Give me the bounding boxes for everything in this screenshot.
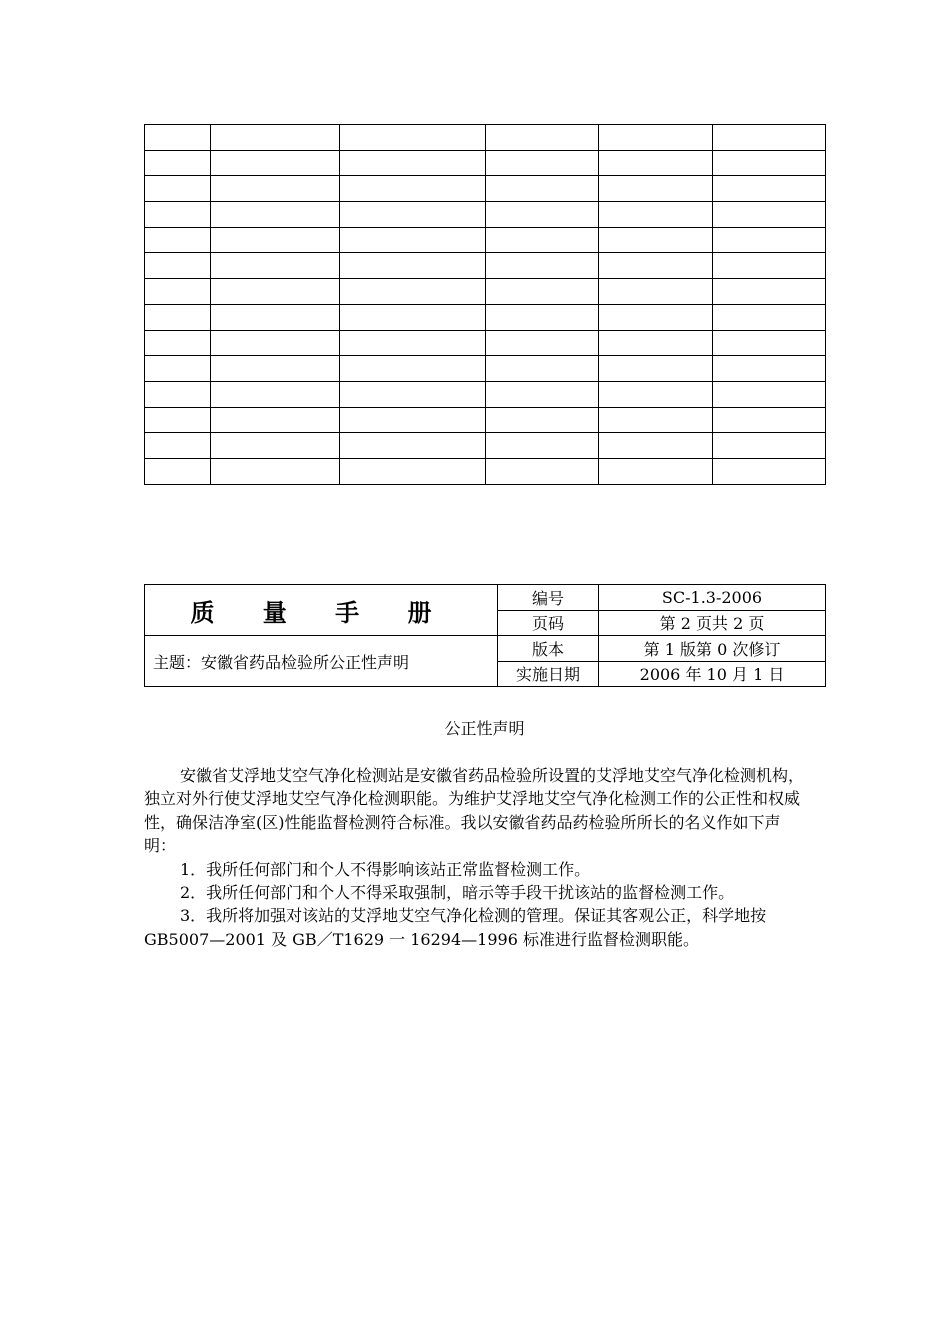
field-value-page: 第 2 页共 2 页 [599, 610, 826, 636]
blank-cell [211, 176, 340, 202]
blank-cell [340, 279, 486, 305]
blank-row [145, 304, 826, 330]
blank-row [145, 330, 826, 356]
blank-cell [211, 381, 340, 407]
blank-cell [486, 202, 599, 228]
blank-cell [486, 381, 599, 407]
statement-item-3: 3．我所将加强对该站的艾浮地艾空气净化检测的管理。保证其客观公正，科学地按 GB5007—2001 及 GB／T1629 一 16294—1996 标准进行监督检测职能。 [144, 906, 767, 949]
blank-cell [340, 381, 486, 407]
blank-cell [211, 458, 340, 484]
blank-cell [145, 202, 211, 228]
blank-row [145, 253, 826, 279]
blank-row [145, 202, 826, 228]
blank-cell [211, 150, 340, 176]
blank-row [145, 150, 826, 176]
blank-cell [145, 227, 211, 253]
statement-body [144, 764, 810, 951]
blank-cell [713, 458, 826, 484]
blank-cell [340, 356, 486, 382]
blank-cell [486, 176, 599, 202]
blank-cell [599, 202, 713, 228]
field-value-number: SC-1.3-2006 [599, 585, 826, 611]
manual-title: 质 量 手 册 [145, 585, 498, 636]
blank-cell [713, 330, 826, 356]
blank-cell [599, 356, 713, 382]
blank-cell [599, 176, 713, 202]
blank-cell [145, 433, 211, 459]
blank-cell [211, 253, 340, 279]
blank-cell [599, 253, 713, 279]
blank-cell [145, 330, 211, 356]
blank-cell [211, 227, 340, 253]
statement-item-2: 2．我所任何部门和个人不得采取强制，暗示等手段干扰该站的监督检测工作。 [180, 883, 735, 903]
blank-cell [486, 330, 599, 356]
blank-cell [340, 433, 486, 459]
blank-row [145, 381, 826, 407]
blank-cell [713, 227, 826, 253]
field-label-effective-date: 实施日期 [498, 661, 599, 687]
blank-cell [599, 381, 713, 407]
blank-cell [599, 150, 713, 176]
statement-paragraph: 安徽省艾浮地艾空气净化检测站是安徽省药品检验所设置的艾浮地艾空气净化检测机构，独立对外行使艾浮地艾空气净化检测职能。为维护艾浮地艾空气净化检测工作的公正性和权威性，确保洁净室(区)性能监督检测符合标准。我以安徽省药品药检验所所长的名义作如下声明： [144, 766, 805, 856]
blank-row [145, 407, 826, 433]
field-value-version: 第 1 版第 0 次修订 [599, 636, 826, 662]
subject-line: 主题：安徽省药品检验所公正性声明 [145, 636, 498, 687]
blank-cell [145, 304, 211, 330]
blank-cell [713, 125, 826, 151]
statement-item-1: 1．我所任何部门和个人不得影响该站正常监督检测工作。 [180, 859, 591, 879]
blank-cell [599, 458, 713, 484]
header-row-1 [145, 585, 826, 611]
field-label-page: 页码 [498, 610, 599, 636]
blank-row [145, 125, 826, 151]
blank-cell [211, 304, 340, 330]
blank-cell [211, 279, 340, 305]
blank-cell [145, 356, 211, 382]
blank-cell [486, 407, 599, 433]
blank-cell [713, 150, 826, 176]
blank-cell [713, 433, 826, 459]
blank-cell [713, 304, 826, 330]
blank-cell [340, 125, 486, 151]
blank-cell [145, 407, 211, 433]
blank-row [145, 458, 826, 484]
blank-row [145, 356, 826, 382]
blank-cell [486, 279, 599, 305]
blank-cell [486, 253, 599, 279]
blank-cell [340, 458, 486, 484]
blank-cell [713, 176, 826, 202]
blank-cell [145, 279, 211, 305]
blank-cell [486, 433, 599, 459]
blank-cell [599, 433, 713, 459]
blank-cell [340, 202, 486, 228]
blank-cell [599, 279, 713, 305]
blank-cell [599, 125, 713, 151]
blank-cell [145, 253, 211, 279]
blank-cell [599, 304, 713, 330]
blank-cell [211, 125, 340, 151]
blank-cell [145, 458, 211, 484]
blank-cell [486, 356, 599, 382]
blank-cell [211, 202, 340, 228]
blank-cell [486, 304, 599, 330]
blank-cell [340, 253, 486, 279]
blank-cell [713, 381, 826, 407]
header-row-3 [145, 636, 826, 662]
blank-cell [340, 176, 486, 202]
blank-cell [486, 458, 599, 484]
blank-cell [211, 330, 340, 356]
blank-cell [599, 227, 713, 253]
blank-cell [486, 227, 599, 253]
blank-cell [145, 150, 211, 176]
blank-row [145, 433, 826, 459]
blank-row [145, 227, 826, 253]
field-label-version: 版本 [498, 636, 599, 662]
blank-record-table [144, 124, 826, 485]
blank-cell [211, 407, 340, 433]
blank-cell [340, 304, 486, 330]
blank-table-body [145, 125, 826, 485]
blank-row [145, 176, 826, 202]
blank-cell [145, 381, 211, 407]
blank-cell [211, 433, 340, 459]
blank-cell [713, 356, 826, 382]
blank-cell [599, 407, 713, 433]
blank-cell [145, 176, 211, 202]
blank-cell [340, 150, 486, 176]
blank-cell [599, 330, 713, 356]
blank-cell [211, 356, 340, 382]
field-value-effective-date: 2006 年 10 月 1 日 [599, 661, 826, 687]
document-header-table [144, 584, 826, 687]
blank-cell [486, 150, 599, 176]
blank-cell [145, 125, 211, 151]
statement-title: 公正性声明 [444, 719, 525, 738]
blank-cell [340, 330, 486, 356]
blank-cell [713, 202, 826, 228]
blank-cell [713, 279, 826, 305]
blank-cell [713, 253, 826, 279]
blank-cell [340, 227, 486, 253]
field-label-number: 编号 [498, 585, 599, 611]
blank-row [145, 279, 826, 305]
blank-cell [486, 125, 599, 151]
blank-cell [340, 407, 486, 433]
blank-cell [713, 407, 826, 433]
